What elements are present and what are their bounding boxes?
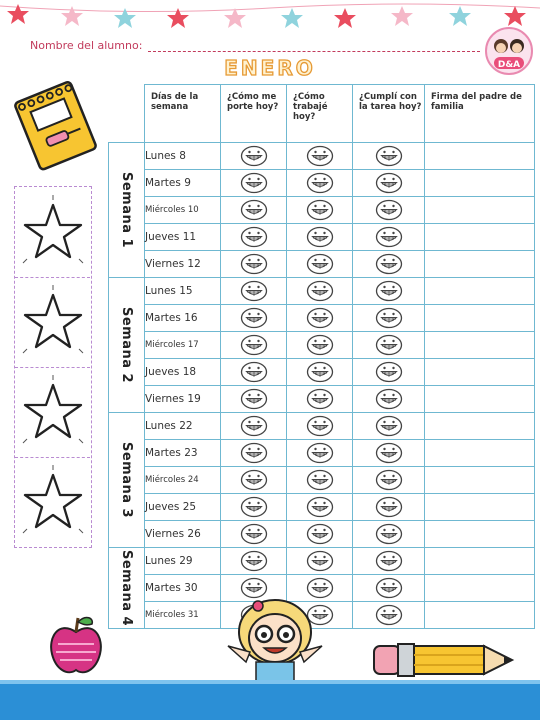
grin-face-icon — [240, 334, 268, 356]
behavior-face-cell[interactable] — [221, 278, 287, 305]
grin-face-icon — [375, 199, 403, 221]
behavior-face-cell[interactable] — [221, 359, 287, 386]
signature-cell[interactable] — [425, 440, 535, 467]
work-face-cell[interactable] — [287, 197, 353, 224]
behavior-face-cell[interactable] — [221, 143, 287, 170]
homework-face-cell[interactable] — [353, 548, 425, 575]
grin-face-icon — [375, 577, 403, 599]
grin-face-icon — [375, 226, 403, 248]
grin-face-icon — [375, 361, 403, 383]
work-face-cell[interactable] — [287, 251, 353, 278]
table-row — [109, 278, 535, 305]
signature-cell[interactable] — [425, 575, 535, 602]
work-face-cell[interactable] — [287, 548, 353, 575]
table-row — [109, 413, 535, 440]
week-label-cell — [109, 548, 145, 629]
table-header-row — [109, 85, 535, 143]
behavior-face-cell[interactable] — [221, 440, 287, 467]
student-name-row — [30, 34, 480, 52]
signature-cell[interactable] — [425, 251, 535, 278]
behavior-face-cell[interactable] — [221, 251, 287, 278]
grin-face-icon — [306, 550, 334, 572]
signature-cell[interactable] — [425, 602, 535, 629]
day-cell: Martes 16 — [145, 305, 221, 332]
grin-face-icon — [375, 388, 403, 410]
day-cell: Viernes 26 — [145, 521, 221, 548]
work-face-cell[interactable] — [287, 494, 353, 521]
week-label: Semana 4 — [119, 549, 134, 627]
grin-face-icon — [306, 253, 334, 275]
table-row — [109, 521, 535, 548]
behavior-face-cell[interactable] — [221, 548, 287, 575]
header-days: Días de la semana — [145, 85, 221, 143]
homework-face-cell[interactable] — [353, 305, 425, 332]
signature-cell[interactable] — [425, 386, 535, 413]
grin-face-icon — [240, 523, 268, 545]
grin-face-icon — [375, 307, 403, 329]
grin-face-icon — [240, 550, 268, 572]
table-row — [109, 386, 535, 413]
homework-face-cell[interactable] — [353, 251, 425, 278]
star-icon — [19, 463, 87, 541]
homework-face-cell[interactable] — [353, 440, 425, 467]
behavior-face-cell[interactable] — [221, 413, 287, 440]
student-name-line[interactable] — [148, 39, 480, 52]
signature-cell[interactable] — [425, 197, 535, 224]
grin-face-icon — [240, 415, 268, 437]
grin-face-icon — [306, 496, 334, 518]
grin-face-icon — [375, 550, 403, 572]
week-label-cell — [109, 143, 145, 278]
work-face-cell[interactable] — [287, 467, 353, 494]
signature-cell[interactable] — [425, 548, 535, 575]
work-face-cell[interactable] — [287, 332, 353, 359]
grin-face-icon — [306, 280, 334, 302]
day-cell: Viernes 19 — [145, 386, 221, 413]
homework-face-cell[interactable] — [353, 467, 425, 494]
table-row — [109, 548, 535, 575]
grin-face-icon — [306, 172, 334, 194]
day-cell: Viernes 12 — [145, 251, 221, 278]
grin-face-icon — [306, 361, 334, 383]
signature-cell[interactable] — [425, 305, 535, 332]
grin-face-icon — [375, 523, 403, 545]
grin-face-icon — [240, 199, 268, 221]
header-behavior: ¿Cómo me porte hoy? — [221, 85, 287, 143]
homework-face-cell[interactable] — [353, 386, 425, 413]
homework-face-cell[interactable] — [353, 359, 425, 386]
day-cell: Martes 30 — [145, 575, 221, 602]
grin-face-icon — [240, 172, 268, 194]
work-face-cell[interactable] — [287, 143, 353, 170]
day-cell: Lunes 8 — [145, 143, 221, 170]
grin-face-icon — [375, 496, 403, 518]
day-cell: Miércoles 10 — [145, 197, 221, 224]
work-face-cell[interactable] — [287, 359, 353, 386]
table-row — [109, 332, 535, 359]
week-label-cell — [109, 278, 145, 413]
table-row — [109, 251, 535, 278]
notebook-icon — [6, 72, 102, 172]
grin-face-icon — [240, 145, 268, 167]
behavior-log-table — [108, 84, 535, 629]
homework-face-cell[interactable] — [353, 332, 425, 359]
grin-face-icon — [240, 253, 268, 275]
work-face-cell[interactable] — [287, 170, 353, 197]
star-stickers-column — [14, 186, 92, 548]
grin-face-icon — [375, 145, 403, 167]
grin-face-icon — [306, 415, 334, 437]
signature-cell[interactable] — [425, 494, 535, 521]
grin-face-icon — [375, 469, 403, 491]
grin-face-icon — [306, 226, 334, 248]
table-row — [109, 224, 535, 251]
work-face-cell[interactable] — [287, 521, 353, 548]
star-icon — [19, 373, 87, 451]
grin-face-icon — [240, 388, 268, 410]
signature-cell[interactable] — [425, 332, 535, 359]
homework-face-cell[interactable] — [353, 521, 425, 548]
signature-cell[interactable] — [425, 143, 535, 170]
header-work: ¿Cómo trabajé hoy? — [287, 85, 353, 143]
grin-face-icon — [375, 280, 403, 302]
grin-face-icon — [306, 442, 334, 464]
behavior-face-cell[interactable] — [221, 332, 287, 359]
month-title: ENERO — [224, 56, 316, 80]
star-icon — [19, 283, 87, 361]
logo-text: D&A — [497, 60, 521, 70]
grin-face-icon — [240, 280, 268, 302]
table-row — [109, 467, 535, 494]
grin-face-icon — [306, 469, 334, 491]
grin-face-icon — [375, 172, 403, 194]
week-label-cell — [109, 413, 145, 548]
table-row — [109, 197, 535, 224]
behavior-face-cell[interactable] — [221, 170, 287, 197]
grin-face-icon — [306, 388, 334, 410]
day-cell: Miércoles 24 — [145, 467, 221, 494]
cartoon-girl-illustration — [220, 592, 330, 684]
table-row — [109, 440, 535, 467]
work-face-cell[interactable] — [287, 413, 353, 440]
grin-face-icon — [240, 496, 268, 518]
header-signature: Firma del padre de familia — [425, 85, 535, 143]
day-cell: Jueves 11 — [145, 224, 221, 251]
ground-strip — [0, 684, 540, 720]
homework-face-cell[interactable] — [353, 494, 425, 521]
work-face-cell[interactable] — [287, 440, 353, 467]
grin-face-icon — [240, 226, 268, 248]
behavior-face-cell[interactable] — [221, 494, 287, 521]
week-label: Semana 3 — [119, 441, 134, 519]
behavior-face-cell[interactable] — [221, 521, 287, 548]
signature-cell[interactable] — [425, 521, 535, 548]
homework-face-cell[interactable] — [353, 602, 425, 629]
grin-face-icon — [240, 469, 268, 491]
homework-face-cell[interactable] — [353, 197, 425, 224]
grin-face-icon — [306, 334, 334, 356]
behavior-face-cell[interactable] — [221, 467, 287, 494]
grin-face-icon — [375, 334, 403, 356]
grin-face-icon — [306, 523, 334, 545]
grin-face-icon — [306, 199, 334, 221]
day-cell: Jueves 18 — [145, 359, 221, 386]
student-name-label: Nombre del alumno: — [30, 39, 143, 52]
grin-face-icon — [240, 361, 268, 383]
grin-face-icon — [240, 307, 268, 329]
work-face-cell[interactable] — [287, 224, 353, 251]
day-cell: Lunes 15 — [145, 278, 221, 305]
work-face-cell[interactable] — [287, 278, 353, 305]
signature-cell[interactable] — [425, 359, 535, 386]
star-cell — [15, 187, 90, 278]
day-cell: Jueves 25 — [145, 494, 221, 521]
apple-icon — [48, 610, 104, 676]
behavior-face-cell[interactable] — [221, 305, 287, 332]
homework-face-cell[interactable] — [353, 278, 425, 305]
header-homework: ¿Cumplí con la tarea hoy? — [353, 85, 425, 143]
star-cell — [15, 367, 90, 458]
grin-face-icon — [306, 307, 334, 329]
table-row — [109, 494, 535, 521]
star-cell — [15, 457, 90, 547]
behavior-face-cell[interactable] — [221, 224, 287, 251]
week-label: Semana 1 — [119, 171, 134, 249]
homework-face-cell[interactable] — [353, 143, 425, 170]
logo-badge — [484, 26, 534, 76]
signature-cell[interactable] — [425, 467, 535, 494]
behavior-face-cell[interactable] — [221, 386, 287, 413]
homework-face-cell[interactable] — [353, 170, 425, 197]
table-row — [109, 170, 535, 197]
star-bunting — [0, 0, 540, 30]
signature-cell[interactable] — [425, 278, 535, 305]
work-face-cell[interactable] — [287, 386, 353, 413]
day-cell: Lunes 22 — [145, 413, 221, 440]
table-row — [109, 305, 535, 332]
star-cell — [15, 277, 90, 368]
homework-face-cell[interactable] — [353, 575, 425, 602]
grin-face-icon — [375, 604, 403, 626]
day-cell: Lunes 29 — [145, 548, 221, 575]
signature-cell[interactable] — [425, 170, 535, 197]
grin-face-icon — [240, 442, 268, 464]
grin-face-icon — [375, 253, 403, 275]
grin-face-icon — [375, 415, 403, 437]
day-cell: Miércoles 31 — [145, 602, 221, 629]
week-label: Semana 2 — [119, 306, 134, 384]
signature-cell[interactable] — [425, 413, 535, 440]
table-corner — [109, 85, 145, 143]
behavior-face-cell[interactable] — [221, 197, 287, 224]
pencil-icon — [372, 636, 518, 684]
homework-face-cell[interactable] — [353, 413, 425, 440]
day-cell: Miércoles 17 — [145, 332, 221, 359]
grin-face-icon — [306, 145, 334, 167]
day-cell: Martes 23 — [145, 440, 221, 467]
star-icon — [19, 193, 87, 271]
homework-face-cell[interactable] — [353, 224, 425, 251]
table-row — [109, 359, 535, 386]
signature-cell[interactable] — [425, 224, 535, 251]
table-row — [109, 143, 535, 170]
work-face-cell[interactable] — [287, 305, 353, 332]
grin-face-icon — [375, 442, 403, 464]
day-cell: Martes 9 — [145, 170, 221, 197]
